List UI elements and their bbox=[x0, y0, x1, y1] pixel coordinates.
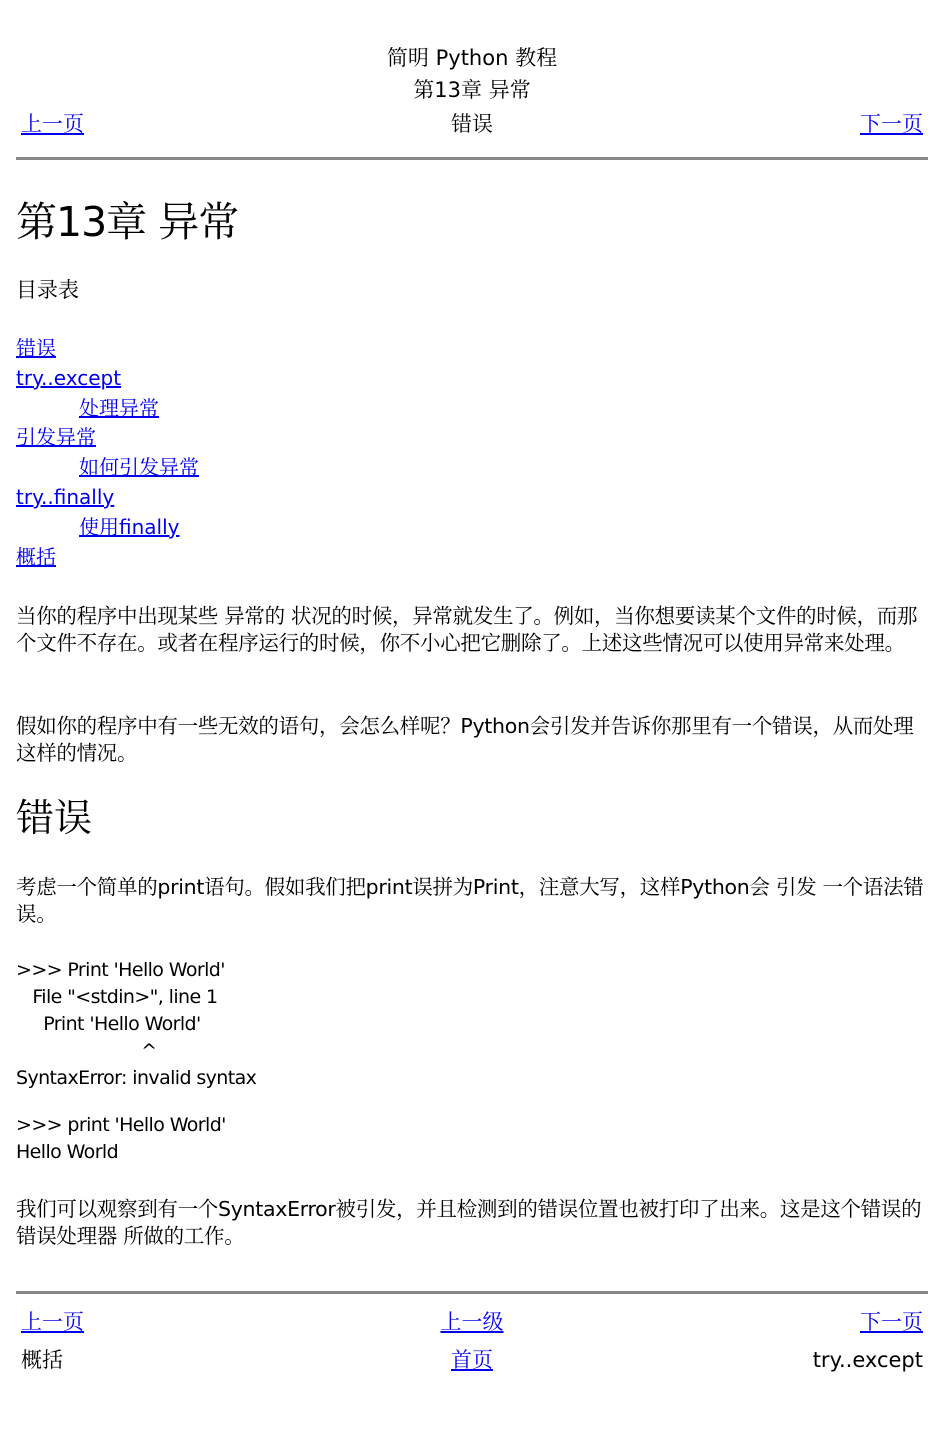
toc-link-try-finally[interactable]: try..finally bbox=[16, 484, 115, 509]
code-block-syntax-error: >>> Print 'Hello World' File "<stdin>", line 1 Print 'Hello World' ^ SyntaxError: invalid syntax bbox=[16, 959, 257, 1089]
next-page-link[interactable]: 下一页 bbox=[860, 112, 923, 136]
errors-paragraph-1: 考虑一个简单的print语句。假如我们把print误拼为Print，注意大写，这样Python会 引发 一个语法错误。 bbox=[16, 875, 924, 926]
section-heading-errors: 错误 bbox=[16, 796, 93, 840]
footer-next-link[interactable]: 下一页 bbox=[860, 1310, 923, 1334]
page-header bbox=[0, 0, 944, 160]
toc-link-using-finally[interactable]: 使用finally bbox=[79, 514, 180, 539]
toc-link-how-to-raise[interactable]: 如何引发异常 bbox=[79, 455, 199, 480]
toc-link-errors[interactable]: 错误 bbox=[16, 336, 56, 360]
footer-divider bbox=[16, 1291, 928, 1294]
intro-paragraph-2: 假如你的程序中有一些无效的语句，会怎么样呢？Python会引发并告诉你那里有一个错误，从而处理这样的情况。 bbox=[16, 714, 914, 765]
toc-link-try-except[interactable]: try..except bbox=[16, 365, 122, 390]
toc-label: 目录表 bbox=[16, 278, 79, 302]
prev-page-link[interactable]: 上一页 bbox=[21, 112, 84, 136]
table-of-contents bbox=[16, 334, 199, 572]
footer-next-title: try..except bbox=[812, 1348, 923, 1372]
intro-paragraph-1: 当你的程序中出现某些 异常的 状况的时候，异常就发生了。例如，当你想要读某个文件的时候，而那个文件不存在。或者在程序运行的时候，你不小心把它删除了。上述这些情况可以使用异常来处理。 bbox=[16, 604, 918, 655]
footer-up-link[interactable]: 上一级 bbox=[440, 1310, 504, 1334]
toc-link-summary[interactable]: 概括 bbox=[16, 544, 56, 569]
header-section-title: 错误 bbox=[451, 112, 493, 136]
toc-link-raising-exceptions[interactable]: 引发异常 bbox=[16, 425, 96, 450]
footer-home-link[interactable]: 首页 bbox=[451, 1348, 493, 1372]
code-block-hello-world: >>> print 'Hello World' Hello World bbox=[16, 1114, 226, 1163]
header-chapter-title: 第13章 异常 bbox=[413, 78, 531, 102]
footer-prev-link[interactable]: 上一页 bbox=[21, 1310, 84, 1334]
header-divider bbox=[16, 157, 928, 160]
book-title: 简明 Python 教程 bbox=[386, 46, 558, 70]
errors-paragraph-2: 我们可以观察到有一个SyntaxError被引发，并且检测到的错误位置也被打印了出来。这是这个错误的 错误处理器 所做的工作。 bbox=[16, 1197, 922, 1248]
chapter-heading: 第13章 异常 bbox=[16, 198, 239, 246]
footer-prev-title: 概括 bbox=[21, 1348, 63, 1372]
toc-link-handling-exceptions[interactable]: 处理异常 bbox=[79, 395, 159, 420]
